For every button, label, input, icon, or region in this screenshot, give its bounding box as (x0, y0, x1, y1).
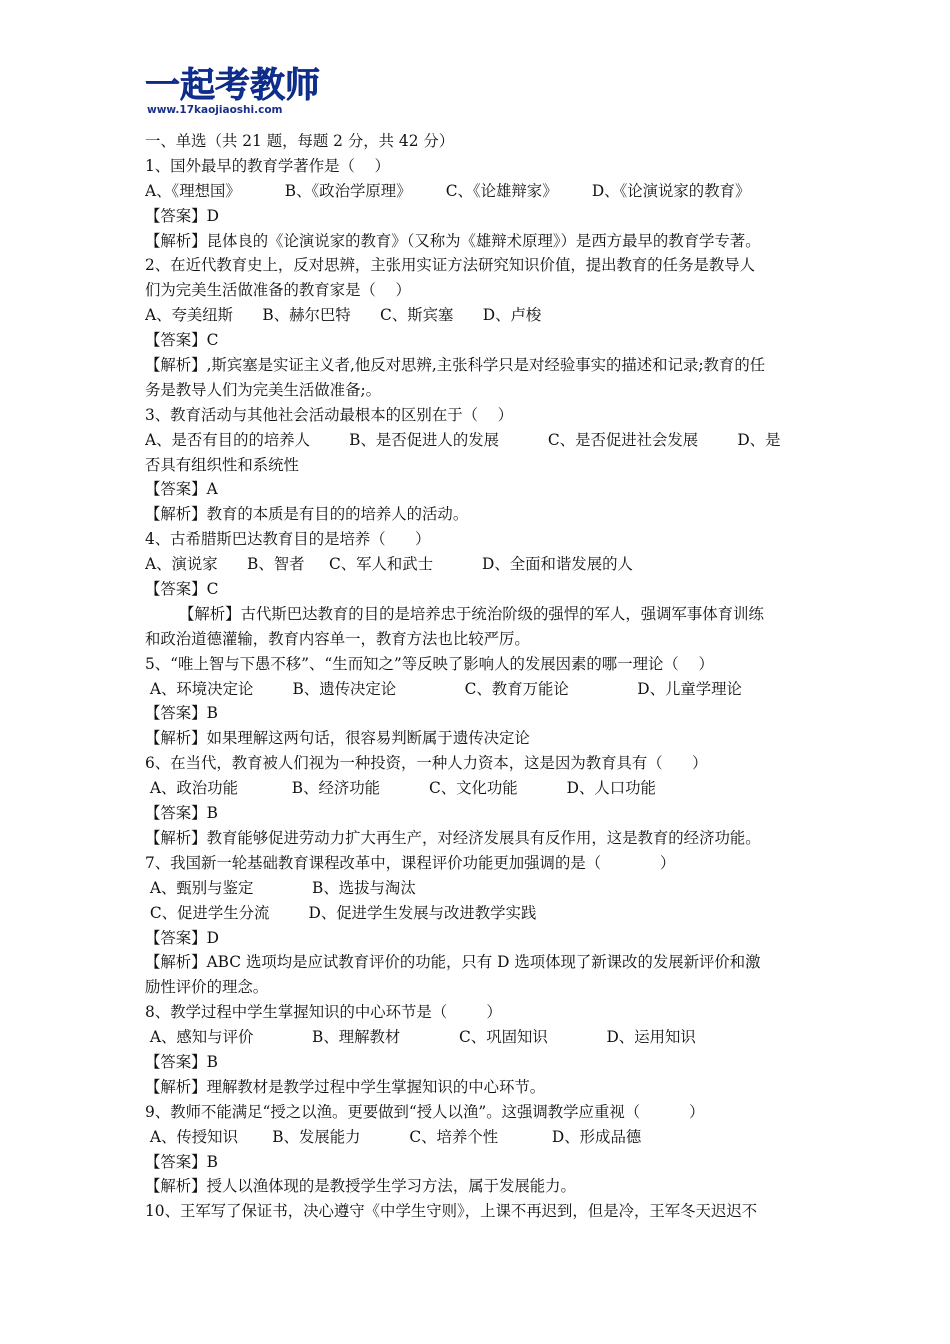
answer-line: 【答案】A (145, 480, 218, 499)
explanation-line: 【解析】昆体良的《论演说家的教育》（又称为《雄辩术原理》）是西方最早的教育学专著。 (145, 231, 761, 250)
answer-line: 【答案】B (145, 1152, 218, 1171)
options-line: A、政治功能 B、经济功能 C、文化功能 D、人口功能 (145, 779, 656, 798)
text-line: 们为完美生活做准备的教育家是（ ） (145, 281, 411, 300)
options-line: A、甄别与鉴定 B、选拔与淘汰 (145, 878, 416, 897)
options-line: A、演说家 B、智者 C、军人和武士 D、全面和谐发展的人 (145, 555, 633, 574)
site-logo (145, 66, 321, 118)
section-heading: 一、单选（共 21 题，每题 2 分，共 42 分） (145, 132, 455, 150)
options-line: A、环境决定论 B、遗传决定论 C、教育万能论 D、儿童学理论 (145, 679, 742, 698)
question-line: 8、教学过程中学生掌握知识的中心环节是（ ） (145, 1003, 502, 1022)
options-line: A、《理想国》 B、《政治学原理》 C、《论雄辩家》 D、《论演说家的教育》 (145, 181, 751, 200)
explanation-line: 【解析】授人以渔体现的是教授学生学习方法，属于发展能力。 (145, 1177, 576, 1196)
explanation-line: 【解析】古代斯巴达教育的目的是培养忠于统治阶级的强悍的军人，强调军事体育训练 (179, 604, 764, 623)
options-line: A、传授知识 B、发展能力 C、培养个性 D、形成品德 (145, 1127, 642, 1146)
explanation-line: 【解析】ABC 选项均是应试教育评价的功能，只有 D 选项体现了新课改的发展新评价和激 (145, 953, 761, 972)
options-line: A、是否有目的的培养人 B、是否促进人的发展 C、是否促进社会发展 D、是 (145, 430, 781, 449)
logo-title: 一起考教师 (145, 66, 321, 106)
options-line: A、感知与评价 B、理解教材 C、巩固知识 D、运用知识 (145, 1028, 696, 1047)
question-line: 1、国外最早的教育学著作是（ ） (145, 156, 390, 175)
question-line: 2、在近代教育史上，反对思辨，主张用实证方法研究知识价值，提出教育的任务是教导人 (145, 256, 756, 275)
question-line: 3、教育活动与其他社会活动最根本的区别在于（ ） (145, 405, 513, 424)
answer-line: 【答案】B (145, 804, 218, 823)
question-line: 9、教师不能满足“授之以渔。更要做到“授人以渔”。这强调教学应重视（ ） (145, 1102, 705, 1121)
question-line: 4、古希腊斯巴达教育目的是培养（ ） (145, 530, 431, 549)
answer-line: 【答案】D (145, 206, 219, 225)
question-line: 6、在当代，教育被人们视为一种投资，一种人力资本，这是因为教育具有（ ） (145, 754, 708, 773)
question-line: 10、王军写了保证书，决心遵守《中学生守则》，上课不再迟到，但是冷，王军冬天迟迟不 (145, 1202, 758, 1221)
answer-line: 【答案】C (145, 331, 219, 350)
question-line: 5、“唯上智与下愚不移”、“生而知之”等反映了影响人的发展因素的哪一理论（ ） (145, 654, 714, 673)
options-line: A、夸美纽斯 B、赫尔巴特 C、斯宾塞 D、卢梭 (145, 306, 542, 325)
explanation-line: 【解析】如果理解这两句话，很容易判断属于遗传决定论 (145, 729, 530, 748)
answer-line: 【答案】C (145, 580, 219, 599)
answer-line: 【答案】B (145, 704, 218, 723)
logo-url: www.17kaojiaoshi.com (147, 104, 283, 116)
explanation-line: 【解析】教育的本质是有目的的培养人的活动。 (145, 505, 469, 524)
exam-document (145, 129, 810, 1224)
explanation-line: 【解析】,斯宾塞是实证主义者,他反对思辨,主张科学只是对经验事实的描述和记录;教育的任 (145, 356, 766, 375)
answer-line: 【答案】B (145, 1052, 218, 1071)
text-line: 励性评价的理念。 (145, 978, 269, 997)
text-line: 务是教导人们为完美生活做准备;。 (145, 380, 382, 399)
question-line: 7、我国新一轮基础教育课程改革中，课程评价功能更加强调的是（ ） (145, 853, 676, 872)
explanation-line: 【解析】理解教材是教学过程中学生掌握知识的中心环节。 (145, 1077, 546, 1096)
text-line: 否具有组织性和系统性 (145, 455, 299, 474)
text-line: 和政治道德灌输，教育内容单一，教育方法也比较严厉。 (145, 629, 530, 648)
answer-line: 【答案】D (145, 928, 219, 947)
options-line: C、促进学生分流 D、促进学生发展与改进教学实践 (145, 903, 537, 922)
explanation-line: 【解析】教育能够促进劳动力扩大再生产，对经济发展具有反作用，这是教育的经济功能。 (145, 828, 761, 847)
